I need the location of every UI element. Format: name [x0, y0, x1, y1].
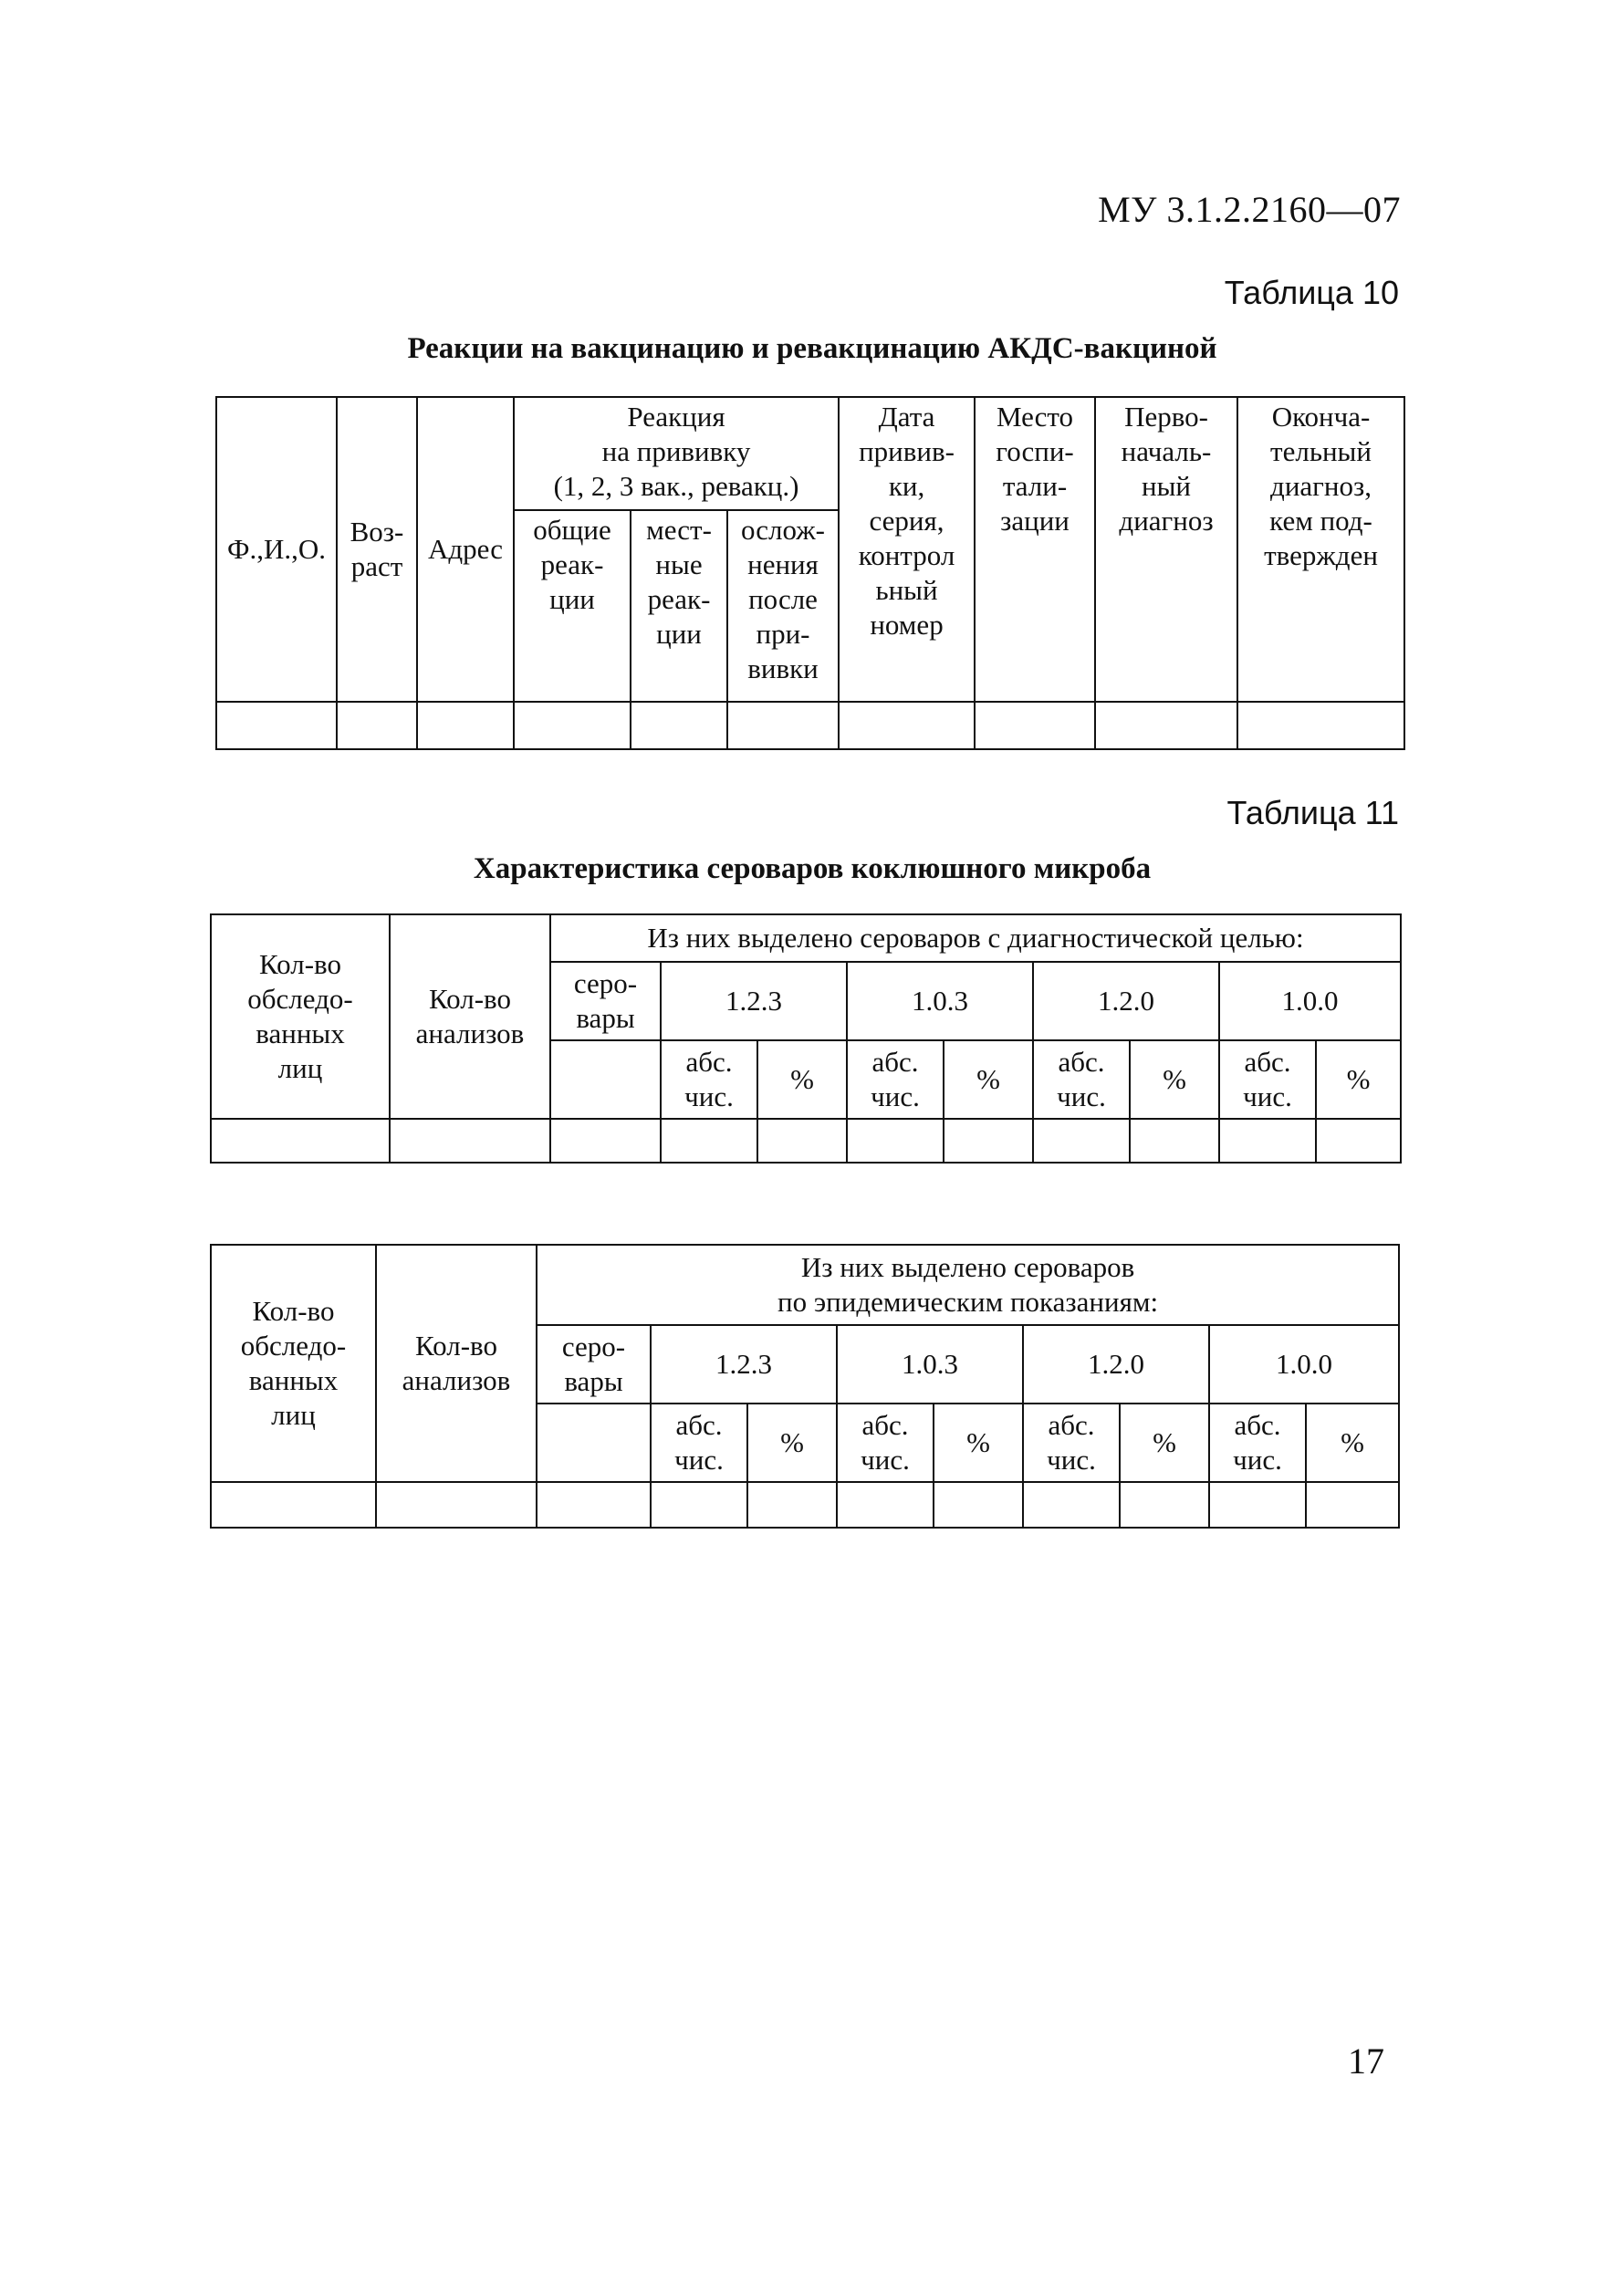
serovar-1-2-3: 1.2.3	[651, 1325, 837, 1404]
abs-count-header: абс. чис.	[847, 1040, 944, 1119]
col-reaction-header: Реакция на прививку (1, 2, 3 вак., ревакц.)	[514, 397, 839, 510]
percent-header: %	[747, 1404, 837, 1482]
serovar-1-0-0: 1.0.0	[1219, 962, 1401, 1040]
col-isolated-header: Из них выделено сероваров с диагностической целью:	[550, 914, 1401, 962]
abs-count-header: абс. чис.	[661, 1040, 757, 1119]
col-examined-header: Кол-во обследо- ванных лиц	[211, 914, 390, 1119]
col-complications-header: ослож- нения после при- вивки	[727, 510, 839, 702]
col-analyses-header: Кол-во анализов	[376, 1245, 537, 1482]
percent-header: %	[944, 1040, 1033, 1119]
col-analyses-header: Кол-во анализов	[390, 914, 550, 1119]
abs-count-header: абс. чис.	[1219, 1040, 1316, 1119]
serovar-1-0-3: 1.0.3	[837, 1325, 1023, 1404]
col-general-reactions-header: общие реак- ции	[514, 510, 631, 702]
table-row	[211, 1482, 1399, 1528]
serovar-1-2-3: 1.2.3	[661, 962, 847, 1040]
table12	[210, 1244, 1400, 1529]
col-local-reactions-header: мест- ные реак- ции	[631, 510, 727, 702]
col-serovars-header: серо- вары	[537, 1325, 651, 1404]
col-fio-header: Ф.,И.,О.	[216, 397, 337, 702]
col-initial-diagnosis-header: Перво- началь- ный диагноз	[1095, 397, 1237, 702]
document-code: МУ 3.1.2.2160—07	[1098, 189, 1401, 230]
table10-label: Таблица 10	[1224, 274, 1399, 311]
col-examined-header: Кол-во обследо- ванных лиц	[211, 1245, 376, 1482]
percent-header: %	[1306, 1404, 1399, 1482]
page-number: 17	[1348, 2040, 1384, 2082]
table10-caption: Реакции на вакцинацию и ревакцинацию АКДС-вакциной	[407, 332, 1217, 365]
percent-header: %	[934, 1404, 1023, 1482]
col-date-header: Дата привив- ки, серия, контрол ьный номер	[839, 397, 975, 702]
table11	[210, 913, 1402, 1164]
table-row	[211, 1119, 1401, 1163]
abs-count-header: абс. чис.	[1023, 1404, 1120, 1482]
col-age-header: Воз- раст	[337, 397, 417, 702]
abs-count-header: абс. чис.	[651, 1404, 747, 1482]
col-address-header: Адрес	[417, 397, 514, 702]
col-isolated-header: Из них выделено сероваров по эпидемическим показаниям:	[537, 1245, 1399, 1325]
table10	[215, 396, 1405, 750]
table-row	[216, 702, 1404, 749]
percent-header: %	[1130, 1040, 1219, 1119]
col-serovars-header: серо- вары	[550, 962, 661, 1040]
abs-count-header: абс. чис.	[1209, 1404, 1306, 1482]
abs-count-header: абс. чис.	[1033, 1040, 1130, 1119]
serovar-1-2-0: 1.2.0	[1033, 962, 1219, 1040]
abs-count-header: абс. чис.	[837, 1404, 934, 1482]
col-hospital-header: Место госпи- тали- зации	[975, 397, 1095, 702]
percent-header: %	[1120, 1404, 1209, 1482]
table11-label: Таблица 11	[1226, 794, 1399, 831]
serovar-1-2-0: 1.2.0	[1023, 1325, 1209, 1404]
percent-header: %	[1316, 1040, 1401, 1119]
col-final-diagnosis-header: Оконча- тельный диагноз, кем под- твержден	[1237, 397, 1404, 702]
percent-header: %	[757, 1040, 847, 1119]
serovar-1-0-3: 1.0.3	[847, 962, 1033, 1040]
serovar-1-0-0: 1.0.0	[1209, 1325, 1399, 1404]
table11-caption: Характеристика сероваров коклюшного микроба	[473, 852, 1152, 885]
